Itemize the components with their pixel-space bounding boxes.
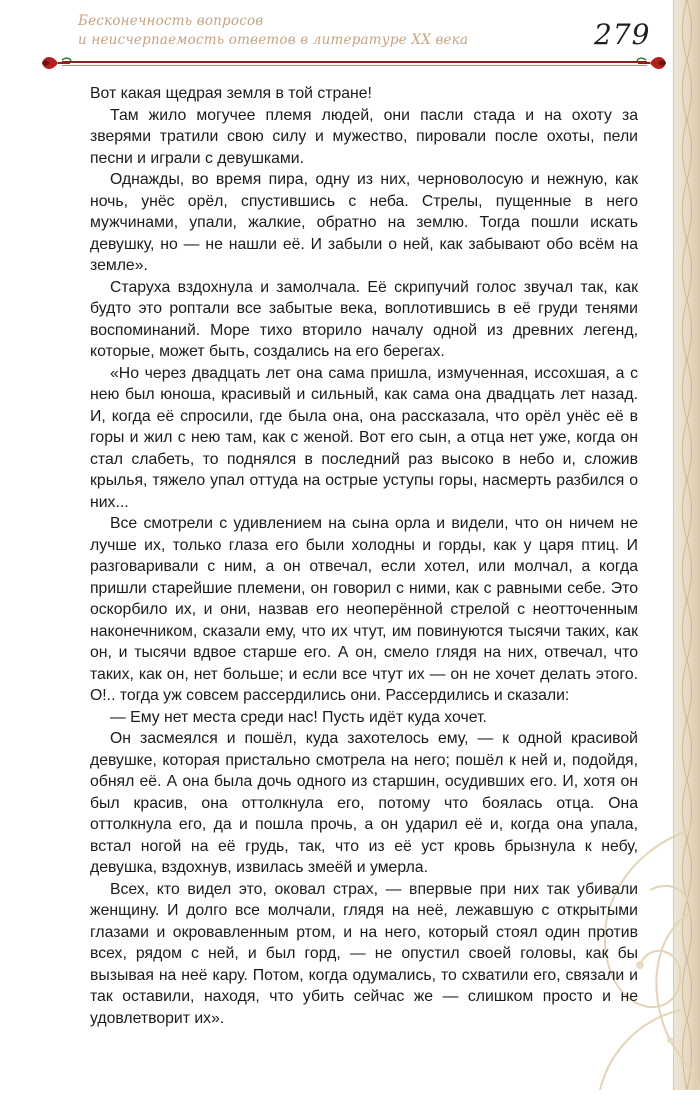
paragraph: «Но через двадцать лет она сама пришла, измученная, иссохшая, а с нею был юноша, красивый и сильный, как сама она двадцать лет назад. И, когда её спросили, где была она, она рассказала, что орёл унёс её в горы и жил с нею там, как с женой. Вот его сын, а отца нет уже, когда он стал слабеть, то поднялся в последний раз высоко в небо и, сложив крылья, тяжело упал оттуда на острые уступы горы, насмерть разбился о них... <box>90 364 638 511</box>
right-flower-ornament-icon <box>632 52 668 74</box>
header-title-line-1: Бесконечность вопросов <box>78 13 264 29</box>
paragraph: Там жило могучее племя людей, они пасли стада и на охоту за зверями тратили свою силу и мужество, пировали после охоты, пели песни и играли с девушками. <box>90 106 638 167</box>
paragraph: Он засмеялся и пошёл, куда захотелось ему, — к одной красивой девушке, которая пристально смотрела на него; пошёл к ней и, подойдя, обнял её. А она была дочь одного из старшин, осудивших его. И, хотя он был красив, она оттолкнула его, потому что боялась отца. Она оттолкнула его, да и пошла прочь, а он ударил её и, когда она упала, встал ногой на её грудь, так, что из её уст кровь брызнула к небу, девушка, вздохнув, извилась змеёй и умерла. <box>90 730 638 876</box>
header-rule-thin <box>62 65 647 66</box>
paragraph: Вот какая щедрая земля в той стране! <box>90 85 372 102</box>
paragraph: — Ему нет места среди нас! Пусть идёт куда хочет. <box>110 708 487 726</box>
paragraph: Всех, кто видел это, оковал страх, — впервые при них так убивали женщину. И долго все молчали, глядя на неё, лежавшую с открытыми глазами и окровавленным ртом, и на него, который стоял один против всех, рядом с ней, и был горд, — не опустил своей головы, как бы вызывая на неё кару. Потом, когда одумались, то схватили его, связали и так оставили, находя, что убить сейчас же — слишком просто и не удовлетворит их». <box>90 880 638 1027</box>
header-title-line-2: и неисчерпаемость ответов в литературе XX века <box>78 32 469 48</box>
paragraph: Старуха вздохнула и замолчала. Её скрипучий голос звучал так, как будто это роптали все забытые века, воплотившись в её груди тенями воспоминаний. Море тихо вторило началу одной из древних легенд, которые, может быть, создались на его берегах. <box>90 278 638 360</box>
left-flower-ornament-icon <box>40 52 76 74</box>
header-rule <box>62 61 647 63</box>
running-header-title <box>78 12 538 50</box>
paragraph: Все смотрели с удивлением на сына орла и видели, что он ничем не лучше их, только глаза его были холодны и горды, как у царя птиц. И разговаривали с ним, а он отвечал, если хотел, или молчал, а когда пришли старейшие племени, он говорил с ними, как с равными себе. Это оскорбило их, и они, назвав его неоперённой стрелой с неотточенным наконечником, сказали ему, что их чтут, им повинуются тысячи таких, как он, и тысячи вдвое старше его. А он, смело глядя на них, отвечал, что таких, как он, нет больше; и если все чтут их — он не хочет делать этого. О!.. тогда уж совсем рассердились они. Рассердились и сказали: <box>90 515 638 704</box>
paragraph: Однажды, во время пира, одну из них, черноволосую и нежную, как ночь, унёс орёл, спустившись с неба. Стрелы, пущенные в него мужчинами, упали, жалкие, обратно на землю. Тогда пошли искать девушку, но — не нашли её. И забыли о ней, как забывают обо всём на земле». <box>90 171 638 274</box>
page-number: 279 <box>594 18 651 51</box>
page-header <box>0 0 700 80</box>
main-text <box>90 83 638 1029</box>
